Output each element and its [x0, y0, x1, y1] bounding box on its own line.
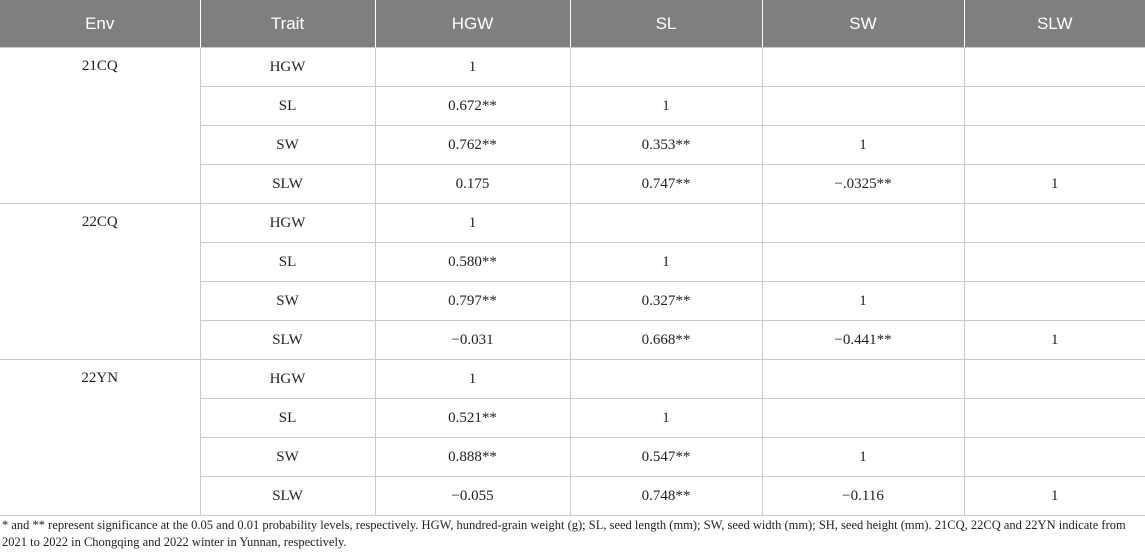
hgw-value-cell: 0.521** — [375, 399, 570, 438]
sl-value-cell: 0.747** — [570, 165, 762, 204]
slw-value-cell: 1 — [964, 165, 1145, 204]
slw-value-cell: 1 — [964, 477, 1145, 516]
sl-value-cell: 0.547** — [570, 438, 762, 477]
sl-value-cell: 0.748** — [570, 477, 762, 516]
hgw-value-cell: −0.055 — [375, 477, 570, 516]
sw-value-cell — [762, 87, 964, 126]
sw-value-cell: −0.116 — [762, 477, 964, 516]
sw-value-cell — [762, 243, 964, 282]
table-header — [0, 0, 1145, 48]
slw-value-cell — [964, 360, 1145, 399]
table-footnote: * and ** represent significance at the 0.05 and 0.01 probability levels, respectively. HGW, hundred-grain weight (g); SL, seed length (mm); SW, seed width (mm); SH, seed height (mm). 21CQ, 22CQ and 22YN indicate from 2021 to 2022 in Chongqing and 2022 winter in Yunnan, respectively. — [2, 518, 1126, 549]
header-slw: SLW — [964, 0, 1145, 48]
header-env: Env — [0, 0, 200, 48]
hgw-value-cell: 0.580** — [375, 243, 570, 282]
sl-value-cell: 1 — [570, 87, 762, 126]
trait-cell: SL — [200, 399, 375, 438]
slw-value-cell — [964, 126, 1145, 165]
header-row — [0, 0, 1145, 48]
hgw-value-cell: 1 — [375, 48, 570, 87]
trait-cell: SL — [200, 87, 375, 126]
trait-cell: SLW — [200, 321, 375, 360]
hgw-value-cell: 0.888** — [375, 438, 570, 477]
slw-value-cell — [964, 204, 1145, 243]
hgw-value-cell: 0.797** — [375, 282, 570, 321]
sl-value-cell — [570, 360, 762, 399]
trait-cell: SLW — [200, 165, 375, 204]
slw-value-cell — [964, 282, 1145, 321]
sl-value-cell: 1 — [570, 243, 762, 282]
trait-cell: SW — [200, 282, 375, 321]
sw-value-cell: −0.441** — [762, 321, 964, 360]
slw-value-cell: 1 — [964, 321, 1145, 360]
sw-value-cell — [762, 204, 964, 243]
env-cell: 21CQ — [0, 48, 200, 204]
sl-value-cell: 1 — [570, 399, 762, 438]
sw-value-cell — [762, 399, 964, 438]
hgw-value-cell: 0.672** — [375, 87, 570, 126]
table-row — [0, 48, 1145, 87]
slw-value-cell — [964, 243, 1145, 282]
header-hgw: HGW — [375, 0, 570, 48]
sl-value-cell: 0.668** — [570, 321, 762, 360]
trait-cell: HGW — [200, 204, 375, 243]
hgw-value-cell: 1 — [375, 360, 570, 399]
sw-value-cell: −.0325** — [762, 165, 964, 204]
env-cell: 22CQ — [0, 204, 200, 360]
trait-cell: SW — [200, 438, 375, 477]
table-body — [0, 48, 1145, 516]
sl-value-cell — [570, 204, 762, 243]
slw-value-cell — [964, 48, 1145, 87]
trait-cell: HGW — [200, 48, 375, 87]
sw-value-cell — [762, 360, 964, 399]
trait-cell: SW — [200, 126, 375, 165]
hgw-value-cell: 0.175 — [375, 165, 570, 204]
trait-cell: SLW — [200, 477, 375, 516]
sl-value-cell: 0.353** — [570, 126, 762, 165]
sw-value-cell: 1 — [762, 282, 964, 321]
sl-value-cell — [570, 48, 762, 87]
hgw-value-cell: 1 — [375, 204, 570, 243]
slw-value-cell — [964, 399, 1145, 438]
header-sl: SL — [570, 0, 762, 48]
header-sw: SW — [762, 0, 964, 48]
slw-value-cell — [964, 438, 1145, 477]
hgw-value-cell: 0.762** — [375, 126, 570, 165]
sl-value-cell: 0.327** — [570, 282, 762, 321]
trait-cell: HGW — [200, 360, 375, 399]
trait-cell: SL — [200, 243, 375, 282]
table-row — [0, 204, 1145, 243]
table-row — [0, 360, 1145, 399]
sw-value-cell: 1 — [762, 126, 964, 165]
env-cell: 22YN — [0, 360, 200, 516]
slw-value-cell — [964, 87, 1145, 126]
sw-value-cell — [762, 48, 964, 87]
hgw-value-cell: −0.031 — [375, 321, 570, 360]
header-trait: Trait — [200, 0, 375, 48]
sw-value-cell: 1 — [762, 438, 964, 477]
